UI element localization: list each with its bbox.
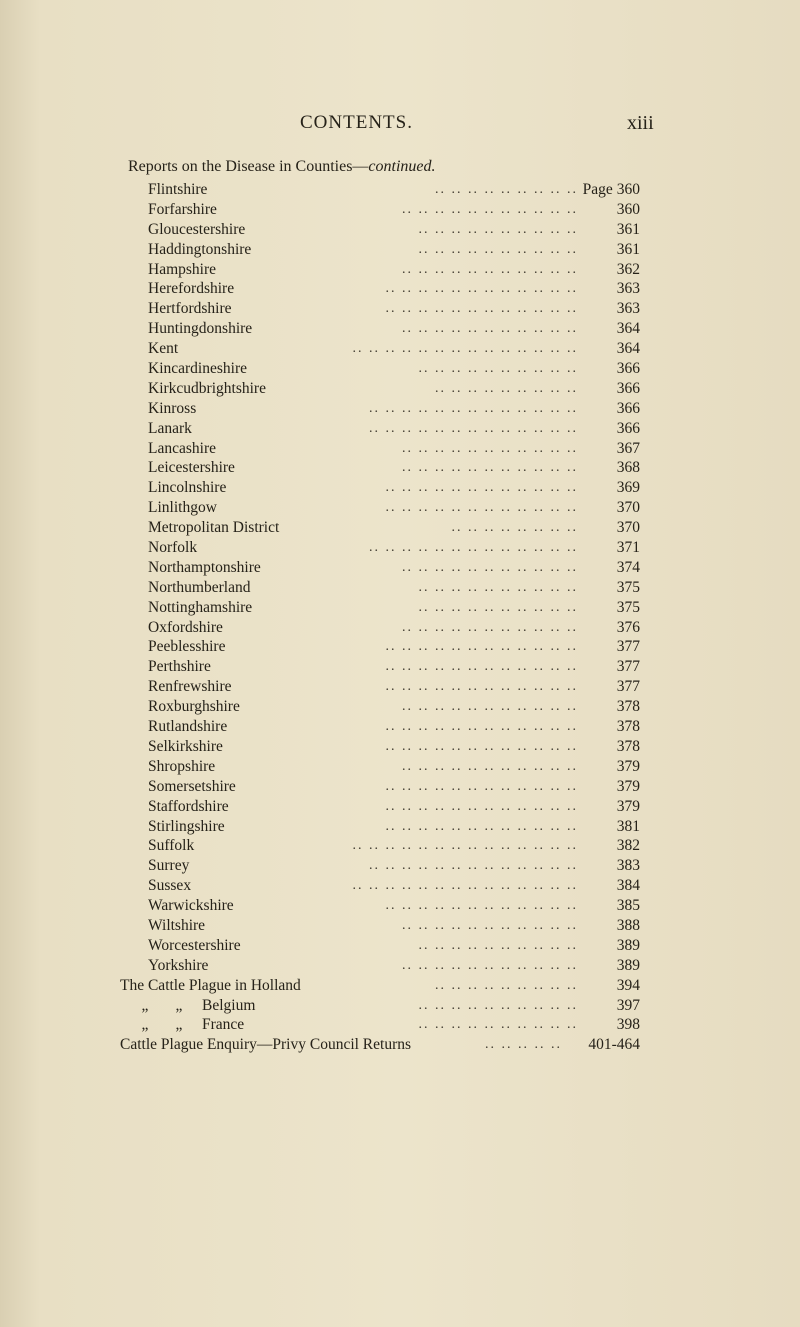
dot-leader: .. .. .. .. .. .. .. .. .. .. .. .. bbox=[385, 301, 578, 317]
entry-page: 361 bbox=[616, 220, 640, 238]
entry-title: Herefordshire bbox=[148, 280, 235, 298]
entry-page: 378 bbox=[616, 718, 640, 736]
dot-leader: .. .. .. .. .. .. .. .. .. .. bbox=[418, 579, 578, 595]
dot-leader: .. .. .. .. .. .. .. .. .. .. .. .. bbox=[385, 639, 578, 655]
entry-title: Sussex bbox=[148, 877, 192, 895]
entry-title: Kent bbox=[148, 340, 179, 358]
entry-title: Gloucestershire bbox=[148, 220, 246, 238]
list-item bbox=[120, 996, 640, 1016]
entry-title: Somersetshire bbox=[148, 777, 236, 795]
entry-page: 364 bbox=[616, 320, 640, 338]
entry-page: 375 bbox=[616, 598, 640, 616]
list-item bbox=[120, 916, 640, 936]
dot-leader: .. .. .. .. .. .. .. .. .. .. .. bbox=[402, 957, 578, 973]
page-header bbox=[0, 112, 800, 138]
entry-title: Suffolk bbox=[148, 837, 195, 855]
dot-leader: .. .. .. .. .. .. .. .. .. .. bbox=[418, 937, 578, 953]
entry-title: Leicestershire bbox=[148, 459, 235, 477]
entry-title: Nottinghamshire bbox=[148, 598, 253, 616]
list-item bbox=[120, 956, 640, 976]
section-heading-text: Reports on the Disease in Counties— bbox=[128, 158, 369, 175]
entry-page: 382 bbox=[616, 837, 640, 855]
entry-page: 371 bbox=[616, 539, 640, 557]
entry-page: 375 bbox=[616, 578, 640, 596]
dot-leader: .. .. .. .. .. .. .. .. .. .. .. bbox=[402, 201, 578, 217]
list-item bbox=[120, 200, 640, 220]
dot-leader: .. .. .. .. .. .. .. .. .. .. .. .. .. .. bbox=[352, 878, 578, 894]
entry-page: Page 360 bbox=[582, 181, 640, 198]
list-item bbox=[120, 180, 640, 200]
entry-page: 379 bbox=[616, 757, 640, 775]
entry-title: Selkirkshire bbox=[148, 737, 223, 755]
list-item bbox=[120, 677, 640, 697]
entry-title: Warwickshire bbox=[148, 897, 234, 915]
list-item bbox=[120, 220, 640, 240]
dot-leader: .. .. .. .. .. .. .. .. .. .. .. .. bbox=[385, 738, 578, 754]
entry-title: Hampshire bbox=[148, 260, 217, 278]
entry-title: Perthshire bbox=[148, 658, 211, 676]
dot-leader: .. .. .. .. .. .. .. .. .. .. .. .. bbox=[385, 778, 578, 794]
dot-leader: .. .. .. .. .. .. .. .. .. .. .. bbox=[402, 699, 578, 715]
entry-title: Lincolnshire bbox=[148, 479, 227, 497]
entry-title: Cattle Plague Enquiry—Privy Council Returns bbox=[120, 1036, 412, 1054]
entry-title: Metropolitan District bbox=[148, 519, 280, 537]
entry-page: 381 bbox=[616, 817, 640, 835]
dot-leader: .. .. .. .. .. .. .. .. .. .. .. .. bbox=[385, 798, 578, 814]
entry-title: Worcestershire bbox=[148, 936, 241, 954]
list-item bbox=[120, 1035, 640, 1055]
list-item bbox=[120, 856, 640, 876]
list-item bbox=[120, 538, 640, 558]
dot-leader: .. .. .. .. .. .. .. .. .. .. .. .. bbox=[385, 281, 578, 297]
dot-leader: .. .. .. .. .. .. .. .. .. .. .. .. .. bbox=[369, 540, 578, 556]
dot-leader: .. .. .. .. .. .. .. .. .. .. .. .. .. .. bbox=[352, 838, 578, 854]
page-number: xiii bbox=[627, 112, 654, 134]
entry-page: 363 bbox=[616, 280, 640, 298]
entry-page: 385 bbox=[616, 897, 640, 915]
list-item bbox=[120, 817, 640, 837]
entry-title: Northumberland bbox=[148, 578, 251, 596]
dot-leader: .. .. .. .. .. .. .. .. .. bbox=[435, 977, 578, 993]
list-item bbox=[120, 478, 640, 498]
list-item bbox=[120, 279, 640, 299]
dot-leader: .. .. .. .. .. .. .. .. .. .. bbox=[418, 241, 578, 257]
list-item bbox=[120, 737, 640, 757]
entry-page: 377 bbox=[616, 658, 640, 676]
entry-page: 383 bbox=[616, 857, 640, 875]
entry-title: Kincardineshire bbox=[148, 360, 247, 378]
entry-title: Staffordshire bbox=[148, 797, 229, 815]
page-prefix: Page bbox=[582, 181, 613, 198]
list-item bbox=[120, 339, 640, 359]
page-title: CONTENTS. bbox=[300, 112, 413, 133]
dot-leader: .. .. .. .. .. .. .. .. .. .. .. bbox=[402, 758, 578, 774]
list-item bbox=[120, 558, 640, 578]
entry-title: Kirkcudbrightshire bbox=[148, 379, 266, 397]
list-item bbox=[120, 419, 640, 439]
dot-leader: .. .. .. .. .. .. .. .. .. .. .. .. .. .. bbox=[352, 341, 578, 357]
dot-leader: .. .. .. .. .. .. .. .. .. .. .. .. bbox=[385, 719, 578, 735]
entry-page: 388 bbox=[616, 916, 640, 934]
dot-leader: .. .. .. .. .. .. .. .. .. .. .. .. .. bbox=[369, 420, 578, 436]
entry-page: 366 bbox=[616, 399, 640, 417]
entry-page: 366 bbox=[616, 419, 640, 437]
list-item bbox=[120, 260, 640, 280]
list-item bbox=[120, 319, 640, 339]
dot-leader: .. .. .. .. .. .. .. .. .. .. .. bbox=[402, 321, 578, 337]
entry-title: „ „ Belgium bbox=[141, 996, 256, 1014]
contents-list bbox=[120, 180, 640, 1055]
entry-page: 366 bbox=[616, 360, 640, 378]
list-item bbox=[120, 657, 640, 677]
entry-page: 374 bbox=[616, 558, 640, 576]
entry-title: Linlithgow bbox=[148, 499, 217, 517]
entry-title: Yorkshire bbox=[148, 956, 209, 974]
entry-page: 360 bbox=[616, 200, 640, 218]
entry-page: 389 bbox=[616, 936, 640, 954]
entry-page: 370 bbox=[616, 519, 640, 537]
entry-page: 378 bbox=[616, 698, 640, 716]
entry-page: 384 bbox=[616, 877, 640, 895]
list-item bbox=[120, 1015, 640, 1035]
dot-leader: .. .. .. .. .. .. .. .. .. .. bbox=[418, 997, 578, 1013]
dot-leader: .. .. .. .. .. .. .. .. .. bbox=[435, 380, 578, 396]
list-item bbox=[120, 876, 640, 896]
entry-page: 364 bbox=[616, 340, 640, 358]
list-item bbox=[120, 757, 640, 777]
list-item bbox=[120, 598, 640, 618]
entry-title: Huntingdonshire bbox=[148, 320, 253, 338]
dot-leader: .. .. .. .. .. .. .. .. .. .. .. .. bbox=[385, 480, 578, 496]
dot-leader: .. .. .. .. .. .. .. .. .. .. .. bbox=[402, 261, 578, 277]
entry-title: Norfolk bbox=[148, 539, 198, 557]
list-item bbox=[120, 399, 640, 419]
entry-title: Haddingtonshire bbox=[148, 240, 252, 258]
entry-title: Kinross bbox=[148, 399, 197, 417]
entry-page: 377 bbox=[616, 638, 640, 656]
entry-page: 379 bbox=[616, 777, 640, 795]
dot-leader: .. .. .. .. .. .. .. .. .. .. .. bbox=[402, 917, 578, 933]
list-item bbox=[120, 299, 640, 319]
entry-title: Surrey bbox=[148, 857, 190, 875]
entry-page: 361 bbox=[616, 240, 640, 258]
dot-leader: .. .. .. .. .. .. .. .. .. .. .. bbox=[402, 460, 578, 476]
dot-leader: .. .. .. .. .. .. .. .. .. .. .. .. bbox=[385, 898, 578, 914]
list-item bbox=[120, 777, 640, 797]
list-item bbox=[120, 896, 640, 916]
list-item bbox=[120, 578, 640, 598]
dot-leader: .. .. .. .. .. .. .. .. .. .. .. bbox=[402, 559, 578, 575]
entry-page: 397 bbox=[616, 996, 640, 1014]
entry-page: 377 bbox=[616, 678, 640, 696]
entry-title: Rutlandshire bbox=[148, 718, 228, 736]
list-item bbox=[120, 836, 640, 856]
entry-page: 370 bbox=[616, 499, 640, 517]
dot-leader: .. .. .. .. .. .. .. .. .. .. .. .. .. bbox=[369, 400, 578, 416]
dot-leader: .. .. .. .. .. .. .. .. .. .. .. .. .. bbox=[369, 858, 578, 874]
entry-page: 378 bbox=[616, 737, 640, 755]
dot-leader: .. .. .. .. .. .. .. .. .. .. bbox=[418, 361, 578, 377]
dot-leader: .. .. .. .. .. .. .. .. .. .. bbox=[418, 599, 578, 615]
list-item bbox=[120, 936, 640, 956]
entry-page: 363 bbox=[616, 300, 640, 318]
entry-page: 366 bbox=[616, 379, 640, 397]
dot-leader: .. .. .. .. .. .. .. .. .. .. .. .. bbox=[385, 679, 578, 695]
entry-title: Hertfordshire bbox=[148, 300, 232, 318]
entry-title: The Cattle Plague in Holland bbox=[120, 976, 301, 994]
entry-title: Forfarshire bbox=[148, 200, 217, 218]
list-item bbox=[120, 498, 640, 518]
dot-leader: .. .. .. .. .. .. .. .. .. .. .. bbox=[402, 619, 578, 635]
entry-title: „ „ France bbox=[141, 1016, 245, 1034]
list-item bbox=[120, 697, 640, 717]
entry-title: Stirlingshire bbox=[148, 817, 225, 835]
dot-leader: .. .. .. .. .. .. .. .. .. .. bbox=[418, 221, 578, 237]
entry-page: 389 bbox=[616, 956, 640, 974]
list-item bbox=[120, 379, 640, 399]
entry-page: 369 bbox=[616, 479, 640, 497]
list-item bbox=[120, 518, 640, 538]
entry-title: Lancashire bbox=[148, 439, 216, 457]
entry-title: Oxfordshire bbox=[148, 618, 223, 636]
entry-page: 379 bbox=[616, 797, 640, 815]
entry-title: Lanark bbox=[148, 419, 192, 437]
dot-leader: .. .. .. .. .. .. .. .. .. .. .. .. bbox=[385, 659, 578, 675]
entry-page: 362 bbox=[616, 260, 640, 278]
list-item bbox=[120, 359, 640, 379]
list-item bbox=[120, 240, 640, 260]
list-item bbox=[120, 976, 640, 996]
entry-title: Peeblesshire bbox=[148, 638, 226, 656]
list-item bbox=[120, 637, 640, 657]
entry-title: Northamptonshire bbox=[148, 558, 261, 576]
list-item bbox=[120, 717, 640, 737]
dot-leader: .. .. .. .. .. bbox=[485, 1037, 562, 1053]
list-item bbox=[120, 797, 640, 817]
dot-leader: .. .. .. .. .. .. .. .. .. .. .. .. bbox=[385, 818, 578, 834]
section-heading-note: continued. bbox=[368, 158, 436, 175]
entry-page: 376 bbox=[616, 618, 640, 636]
entry-title: Flintshire bbox=[148, 181, 208, 198]
list-item bbox=[120, 618, 640, 638]
dot-leader: .. .. .. .. .. .. .. .. .. .. .. bbox=[402, 440, 578, 456]
entry-page: 401-464 bbox=[588, 1036, 640, 1054]
section-heading bbox=[128, 158, 436, 176]
list-item bbox=[120, 458, 640, 478]
entry-page: 368 bbox=[616, 459, 640, 477]
dot-leader: .. .. .. .. .. .. .. .. .. .. bbox=[418, 1017, 578, 1033]
dot-leader: .. .. .. .. .. .. .. .. bbox=[451, 520, 578, 536]
entry-page: 394 bbox=[616, 976, 640, 994]
list-item bbox=[120, 439, 640, 459]
dot-leader: .. .. .. .. .. .. .. .. .. bbox=[435, 182, 578, 197]
dot-leader: .. .. .. .. .. .. .. .. .. .. .. .. bbox=[385, 500, 578, 516]
entry-title: Wiltshire bbox=[148, 916, 206, 934]
entry-title: Shropshire bbox=[148, 757, 216, 775]
entry-page: 398 bbox=[616, 1016, 640, 1034]
entry-page: 367 bbox=[616, 439, 640, 457]
entry-title: Renfrewshire bbox=[148, 678, 232, 696]
entry-title: Roxburghshire bbox=[148, 698, 240, 716]
